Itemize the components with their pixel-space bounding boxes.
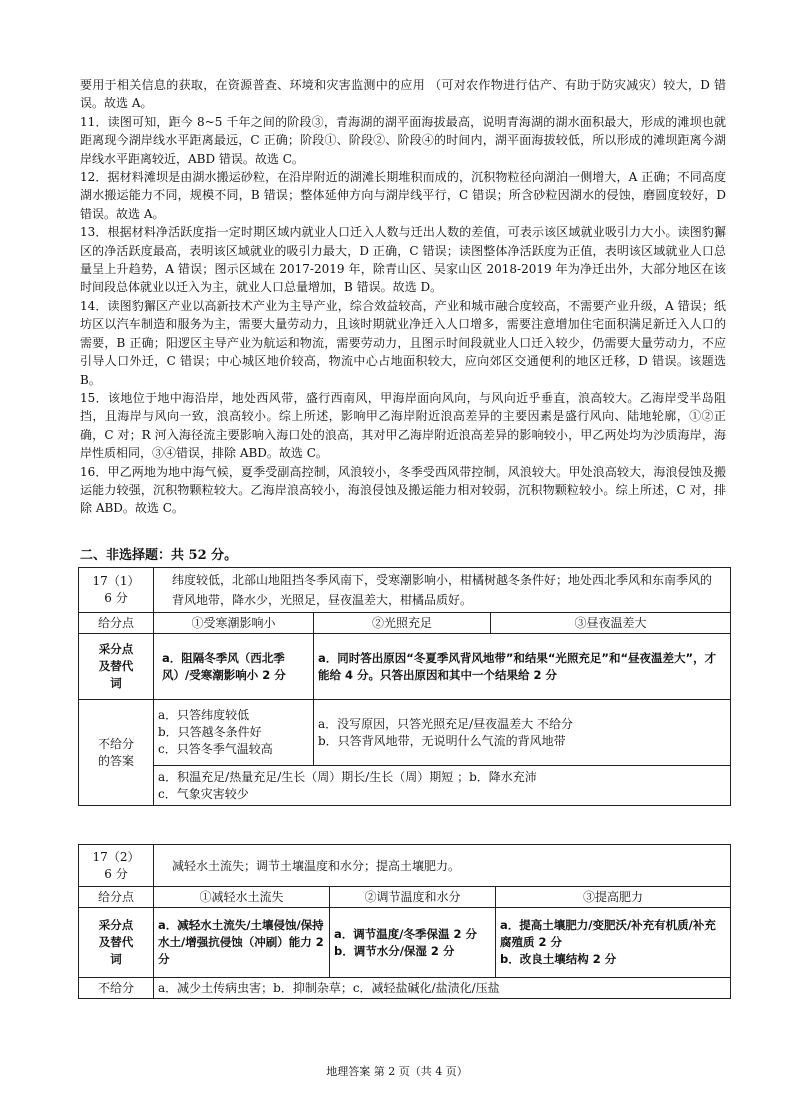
explanation-paragraph: 16．甲乙两地为地中海气候，夏季受副高控制，风浪较小，冬季受西风带控制，风浪较大。甲处浪高较大，海浪侵蚀及搬运能力较强，沉积物颗粒较大。乙海岸浪高较小，海浪侵蚀及搬运能力相对较弱，沉积物颗粒较小。综上所述，C 对，排除 ABD。故选 C。 xyxy=(80,464,726,516)
alt-words-label: 采分点 及替代 词 xyxy=(79,908,154,978)
score-point: ①减轻水土流失 xyxy=(154,887,330,908)
page-footer: 地理答案 第 2 页（共 4 页） xyxy=(326,1065,468,1078)
explanation-paragraph: 要用于相关信息的获取，在资源普查、环境和灾害监测中的应用 （可对农作物进行估产、有助于防灾减灾）较大，D 错误。故选 A。 xyxy=(80,78,726,111)
score-point: ②调节温度和水分 xyxy=(330,887,496,908)
question-label: 17（1） 6 分 xyxy=(79,568,154,613)
alt-words-cell: a．提高土壤肥力/变肥沃/补充有机质/补充腐殖质 2 分 b．改良土壤结构 2 分 xyxy=(496,908,731,978)
alt-words-cell: a．减轻水土流失/土壤侵蚀/保持水土/增强抗侵蚀（冲刷）能力 2 分 xyxy=(154,908,330,978)
score-point: ③昼夜温差大 xyxy=(491,613,731,634)
explanation-paragraph: 15．该地位于地中海沿岸，地处西风带，盛行西南风，甲海岸面向风向，与风向近乎垂直，浪高较大。乙海岸受半岛阻挡，且海岸与风向一致，浪高较小。综上所述，影响甲乙海岸附近浪高差异的主要因素是盛行风向、陆地轮廓，①②正确，C 对；R 河入海径流主要影响入海口处的浪高，其对甲乙海岸附近浪高差异的影响较小，甲乙两处均为沙质海岸，海岸性质相同，③④错误，排除 ABD。故选 C。 xyxy=(80,390,726,461)
explanations xyxy=(80,76,726,518)
explanation-paragraph: 12．据材料滩坝是由湖水搬运砂粒，在沿岸附近的湖滩长期堆积而成的，沉积物粒径向湖泊一侧增大，A 正确；不同高度湖水搬运能力不同，规模不同，B 错误；整体延伸方向与湖岸线平行，C 错误；所含砂粒因湖水的侵蚀，磨圆度较好，D 错误。故选 A。 xyxy=(80,170,726,221)
alt-words-cell: a．阻隔冬季风（西北季风）/受寒潮影响小 2 分 xyxy=(154,634,314,700)
no-score-cell: a．减少土传病虫害；b．抑制杂草；c．减轻盐碱化/盐渍化/压盐 xyxy=(154,978,731,999)
score-point: ①受寒潮影响小 xyxy=(154,613,314,634)
no-score-cell: a．只答纬度较低 b．只答越冬条件好 c．只答冬季气温较高 xyxy=(154,700,314,766)
score-points-label: 给分点 xyxy=(79,613,154,634)
explanation-paragraph: 14．读图豹獬区产业以高新技术产业为主导产业，综合效益较高，产业和城市融合度较高，不需要产业升级，A 错误；纸坊区以汽车制造和服务为主，需要大量劳动力，且该时期就业净迁入人口增多，需要注意增加住宅面积满足新迁入人口的需要，B 正确；阳逻区主导产业为航运和物流，需要劳动力，且图示时间段就业人口迁入较少，仍需要大量劳动力，不应引导人口外迁，C 错误；中心城区地价较高，物流中心占地面积较大，应向郊区交通便利的地区迁移，D 错误。该题选 B。 xyxy=(80,298,726,387)
explanation-paragraph: 13．根据材料净活跃度指一定时期区域内就业人口迁入人数与迁出人数的差值，可表示该区域就业吸引力大小。读图豹獬区的净活跃度最高，表明该区域就业的吸引力最大，D 正确，C 错误；读图整体净活跃度为正值，表明该区域就业人口总量呈上升趋势，A 错误；图示区域在 2017-2019 年，除青山区、吴家山区 2018-2019 年为净迁出外，大部分地区在该时间段总体就业以迁入为主，就业人口总量增加，B 错误。故选 D。 xyxy=(80,225,726,295)
question-label: 17（2） 6 分 xyxy=(79,845,154,887)
scoring-table-17-2 xyxy=(78,844,731,999)
scoring-table-17-1 xyxy=(78,567,731,806)
score-point: ②光照充足 xyxy=(314,613,491,634)
no-score-cell: a．积温充足/热量充足/生长（周）期长/生长（周）期短 ；b．降水充沛 c．气象灾害较少 xyxy=(154,766,731,806)
section-title: 二、非选择题：共 52 分。 xyxy=(80,548,238,563)
no-score-cell: a．没写原因，只答光照充足/昼夜温差大 不给分 b．只答背风地带，无说明什么气流的背风地带 xyxy=(314,700,731,766)
alt-words-cell: a．同时答出原因“冬夏季风背风地带”和结果“光照充足”和“昼夜温差大”，才能给 4 分。只答出原因和其中一个结果给 2 分 xyxy=(314,634,731,700)
explanation-paragraph: 11．读图可知，距今 8~5 千年之间的阶段③，青海湖的湖平面海拔最高，说明青海湖的湖水面积最大，形成的滩坝也就距离现今湖岸线水平距离最远，C 正确；阶段①、阶段②、阶段④的时间内，湖平面海拔较低，所以形成的滩坝距离今湖岸线水平距离较近，ABD 错误。故选 C。 xyxy=(80,114,726,166)
no-score-label: 不给分 xyxy=(79,978,154,999)
reference-answer: 减轻水土流失；调节土壤温度和水分；提高土壤肥力。 xyxy=(154,845,731,887)
score-points-label: 给分点 xyxy=(79,887,154,908)
alt-words-cell: a．调节温度/冬季保温 2 分 b．调节水分/保湿 2 分 xyxy=(330,908,496,978)
reference-answer: 纬度较低，北部山地阻挡冬季风南下，受寒潮影响小，柑橘树越冬条件好；地处西北季风和东南季风的背风地带，降水少，光照足，昼夜温差大，柑橘品质好。 xyxy=(154,568,731,613)
score-point: ③提高肥力 xyxy=(496,887,731,908)
no-score-label: 不给分 的答案 xyxy=(79,700,154,806)
alt-words-label: 采分点 及替代 词 xyxy=(79,634,154,700)
